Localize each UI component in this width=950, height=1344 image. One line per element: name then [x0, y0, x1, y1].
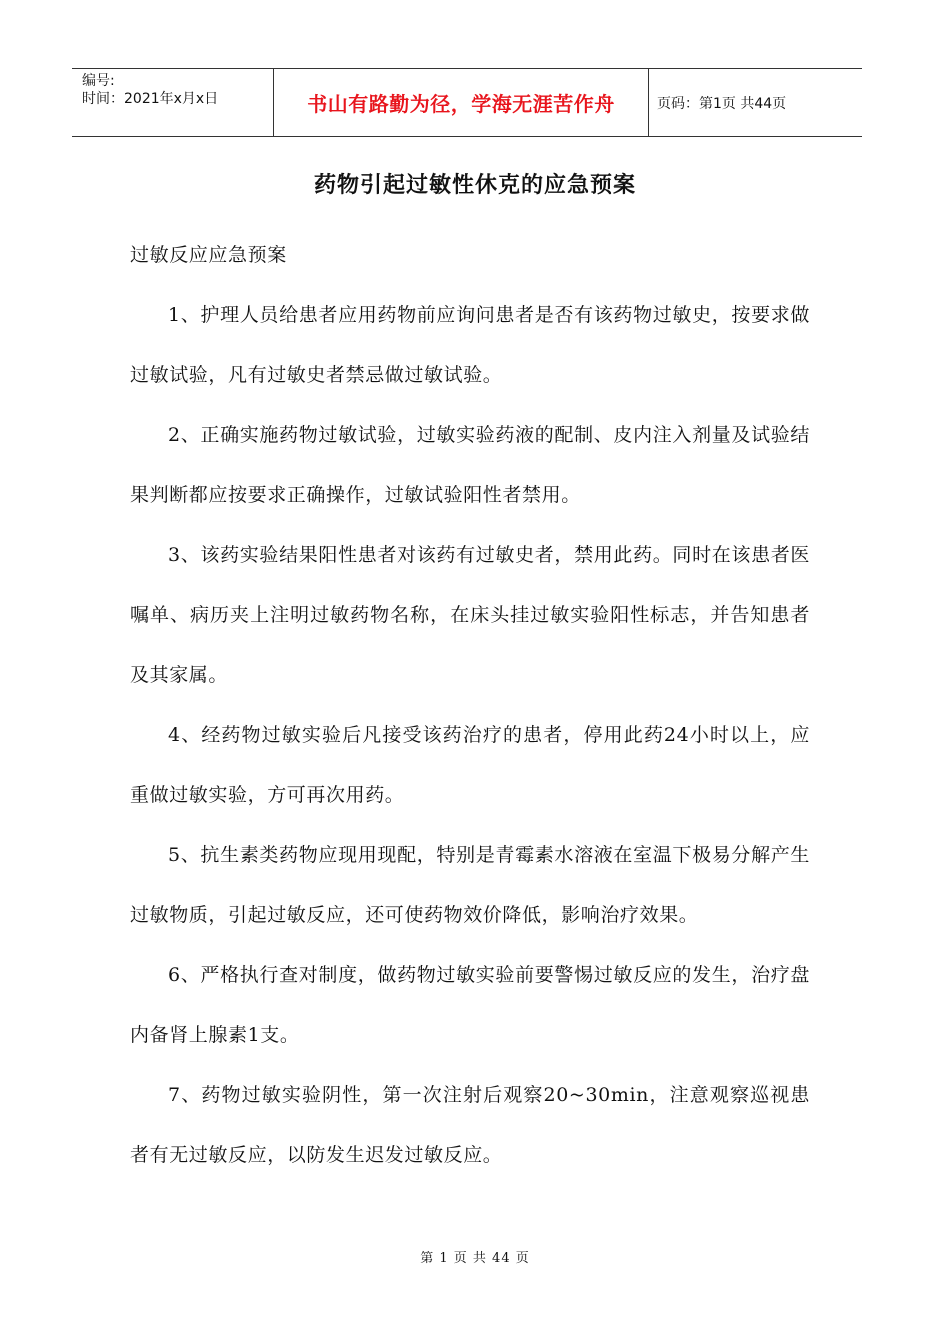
list-item: 7、药物过敏实验阴性，第一次注射后观察20~30min，注意观察巡视患者有无过敏反应，以防发生迟发过敏反应。 [130, 1084, 810, 1166]
header-motto-cell [274, 69, 649, 136]
header-page-info: 页码：第1页 共44页 [657, 95, 787, 112]
document-time-label: 时间：2021年x月x日 [82, 91, 219, 107]
section-subtitle: 过敏反应应急预案 [130, 244, 287, 266]
list-item: 2、正确实施药物过敏试验，过敏实验药液的配制、皮内注入剂量及试验结果判断都应按要求正确操作，过敏试验阳性者禁用。 [130, 424, 810, 506]
header-table [72, 68, 862, 137]
motto-text: 书山有路勤为径，学海无涯苦作舟 [307, 92, 615, 116]
list-item: 6、严格执行查对制度，做药物过敏实验前要警惕过敏反应的发生，治疗盘内备肾上腺素1支。 [130, 964, 810, 1046]
page-footer: 第 1 页 共 44 页 [420, 1251, 530, 1266]
document-body [130, 225, 810, 1185]
header-page-cell [649, 69, 862, 136]
list-item: 1、护理人员给患者应用药物前应询问患者是否有该药物过敏史，按要求做过敏试验，凡有过敏史者禁忌做过敏试验。 [130, 304, 810, 386]
header-meta-cell [72, 69, 274, 136]
list-item: 5、抗生素类药物应现用现配，特别是青霉素水溶液在室温下极易分解产生过敏物质，引起过敏反应，还可使药物效价降低，影响治疗效果。 [130, 844, 810, 926]
document-title: 药物引起过敏性休克的应急预案 [313, 173, 636, 198]
document-number-label: 编号: [82, 73, 115, 89]
list-item: 3、该药实验结果阳性患者对该药有过敏史者，禁用此药。同时在该患者医嘱单、病历夹上注明过敏药物名称，在床头挂过敏实验阳性标志，并告知患者及其家属。 [130, 544, 810, 686]
list-item: 4、经药物过敏实验后凡接受该药治疗的患者，停用此药24小时以上，应重做过敏实验，方可再次用药。 [130, 724, 810, 806]
